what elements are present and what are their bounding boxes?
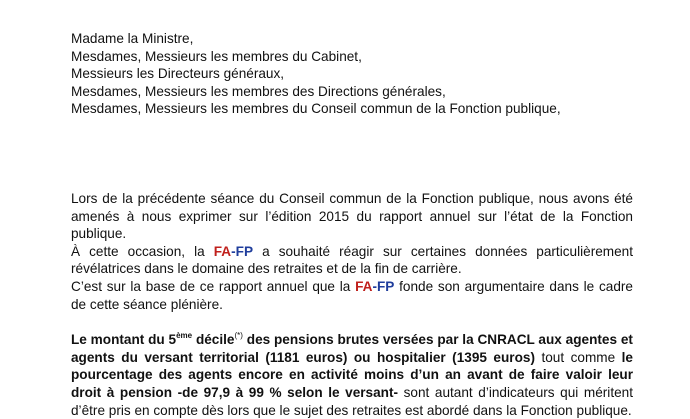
paragraph-previous-session: Lors de la précédente séance du Conseil commun de la Fonction publique, nous avons été amenés à nous exprimer sur l’édition 2015 du rapport annuel sur l’état de la Fonction publique. — [71, 190, 633, 242]
salutation-line-minister: Madame la Ministre, — [71, 31, 194, 46]
superscript-eme: ème — [176, 331, 193, 341]
text-indicators-conclusion: sont autant d’indicateurs qui méritent d’être pris en compte dès lors que le sujet des retraites est abordé dans la Fonction publique. — [71, 384, 633, 418]
bold-decile-word: décile — [192, 332, 235, 348]
letter-page — [71, 30, 633, 419]
footnote-marker: (*) — [234, 331, 243, 341]
brand-dash: - — [372, 278, 377, 294]
paragraph-occasion-end: a souhaité réagir sur certaines données particulièrement révélatrices dans le domaine des retraites et de la fin de carrière. — [71, 243, 633, 277]
paragraph-pension-indicators — [71, 331, 633, 419]
brand-fa: FA — [213, 243, 232, 259]
salutation-line-directors: Messieurs les Directeurs généraux, — [71, 66, 285, 82]
bold-percentage-agents: le pourcentage des agents encore en activité moins d’un an avant de faire valoir leur droit à pension -de 97,9 à 99 % selon le versant- — [71, 349, 633, 400]
bold-pensions-amounts: des pensions brutes versées par la CNRACL aux agentes et agents du versant territorial (1181 euros) ou hospitalier (1395 euros) — [71, 332, 633, 365]
brand-fp: FP — [377, 278, 395, 294]
salutation-block — [71, 30, 633, 118]
paragraph-basis-end: fonde son argumentaire dans le cadre de cette séance plénière. — [71, 278, 633, 312]
brand-dash: - — [231, 243, 236, 259]
spacer — [71, 313, 633, 331]
spacer — [71, 118, 633, 190]
salutation-line-cabinet: Mesdames, Messieurs les membres du Cabinet, — [71, 48, 362, 64]
paragraph-basis-start: C’est sur la base de ce rapport annuel que la — [71, 278, 356, 294]
salutation-line-directions: Mesdames, Messieurs les membres des Directions générales, — [71, 83, 446, 99]
text-tout-comme: tout comme — [534, 349, 622, 365]
brand-fa: FA — [355, 278, 373, 294]
paragraph-occasion — [71, 243, 633, 278]
brand-fp: FP — [235, 243, 254, 259]
salutation-line-council: Mesdames, Messieurs les membres du Conseil commun de la Fonction publique, — [71, 101, 561, 117]
paragraph-occasion-start: À cette occasion, la — [71, 243, 214, 259]
paragraph-basis — [71, 278, 633, 313]
bold-decile-start: Le montant du 5 — [71, 332, 177, 348]
